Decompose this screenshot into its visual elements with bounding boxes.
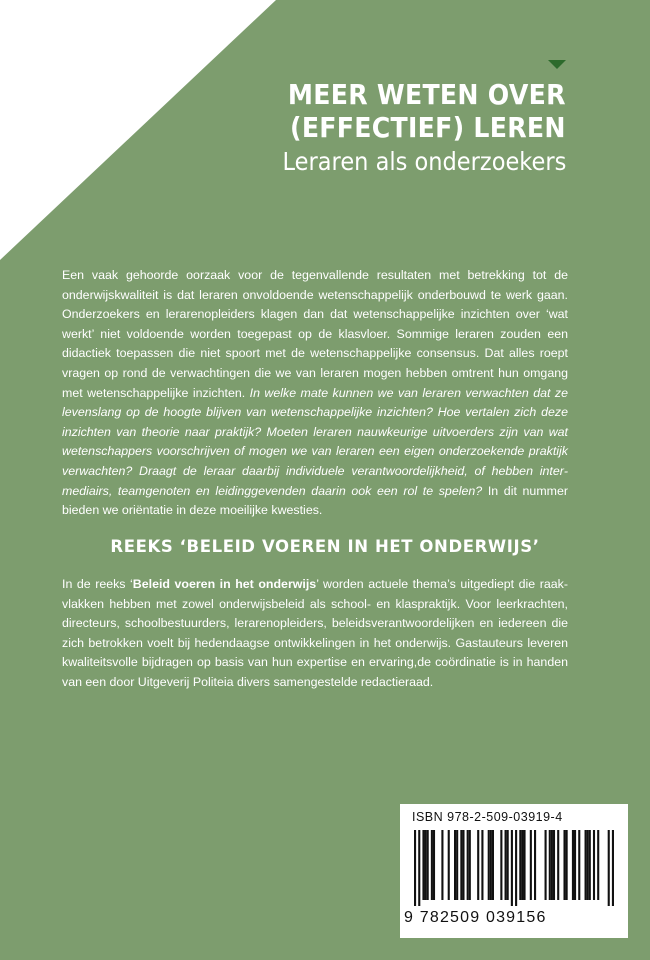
barcode-bar — [585, 830, 587, 900]
barcode-bar — [557, 830, 559, 900]
barcode-bar — [490, 830, 492, 900]
isbn-label: ISBN 978-2-509-03919-4 — [412, 810, 563, 824]
intro-paragraph — [62, 266, 568, 521]
series-heading: REEKS ‘BELEID VOEREN IN HET ONDERWIJS’ — [110, 537, 540, 556]
barcode-bar — [549, 830, 551, 900]
barcode-bar — [414, 830, 416, 906]
cover-subtitle: Leraren als onderzoekers — [282, 147, 566, 176]
barcode-bar — [418, 830, 420, 906]
triangle-marker-icon — [548, 60, 566, 69]
barcode-bar — [589, 830, 591, 900]
barcode-bar — [477, 830, 479, 900]
barcode-bar — [425, 830, 427, 900]
intro-text-1: Een vaak gehoorde oorzaak voor de tegenvallende resultaten met betrekking tot de onderwijskwaliteit is dat leraren onvoldoende wetenschappelijk onderbouwd te werk gaan. Onderzoekers en lerarenopleiders klagen dan dat wetenschappelijke inzichten over ‘wat werkt’ niet voldoende worden toegepast op de klasvloer. Sommige leraren zouden een didactiek toepassen die niet spoort met de wetenschappelijke consensus. Dat alles roept vragen op rond de verwachtingen die we van leraren mogen hebben omtrent hun omgang met wetenschappelijke inzichten. — [62, 268, 568, 400]
barcode-bar — [456, 830, 458, 900]
cover-title — [288, 78, 566, 144]
barcode-bar — [460, 830, 462, 900]
barcode-bar — [578, 830, 580, 900]
barcode-bar — [467, 830, 469, 900]
barcode-bar — [515, 830, 517, 906]
barcode-bar — [427, 830, 429, 900]
barcode-bar — [574, 830, 576, 900]
barcode-bar — [612, 830, 614, 906]
barcode-bar — [551, 830, 553, 900]
series-paragraph — [62, 575, 568, 693]
series-text-before: In de reeks ‘ — [62, 577, 133, 591]
barcode-bar — [587, 830, 589, 900]
barcode-bar — [492, 830, 494, 900]
barcode-bar — [566, 830, 568, 900]
barcode-bar — [422, 830, 424, 900]
barcode-bar — [469, 830, 471, 900]
barcode-bar — [534, 830, 536, 900]
barcode-bar — [441, 830, 443, 900]
cover-title-line-2: (EFFECTIEF) LEREN — [290, 111, 566, 144]
cover-title-line-1: MEER WETEN OVER — [288, 78, 566, 111]
barcode-bar — [500, 830, 502, 900]
barcode-bar — [523, 830, 525, 900]
barcode-digits: 9 782509 039156 — [404, 909, 547, 926]
barcode-box — [400, 804, 628, 938]
barcode-bar — [481, 830, 483, 900]
barcode-bar — [511, 830, 513, 906]
intro-italic-questions: In welke mate kunnen we van leraren verwachten dat ze levenslang op de hoogte blijven van wetenschappelijke inzichten? Hoe vertalen zich deze inzichten van theorie naar praktijk? Moeten leraren nauwkeurige uitvoerders zijn van wat wetenschappers voorschrijven of mogen we van leraren een eigen onderzoekende praktijk verwachten? Draagt de leraar daarbij individuele verantwoordelijkheid, of hebben intermediairs, teamgenoten en leidinggevenden daarin ook een rol te spelen? — [62, 385, 568, 498]
barcode-bar — [448, 830, 450, 900]
barcode-bar — [488, 830, 490, 900]
intro-text-2: In dit nummer bieden we oriëntatie in deze moeilijke kwesties. — [62, 483, 568, 518]
barcode-bar — [553, 830, 555, 900]
series-text-after: ’ worden actuele thema’s uitgediept die raakvlakken hebben met zowel onderwijsbeleid als school- en klaspraktijk. Voor leerkrachten, directeurs, schoolbestuurders, lerarenopleiders, beleidsverantwoordelijken en iedereen die zich betrokken voelt bij hedendaagse ontwikkelingen in het onderwijs. Gastauteurs leveren kwaliteitsvolle bijdragen op basis van hun expertise en ervaring,de coördinatie is in handen van een door Uitgeverij Politeia divers samengestelde redactieraad. — [62, 577, 568, 689]
white-corner-triangle — [0, 0, 276, 260]
barcode-bar — [530, 830, 532, 900]
barcode-bar — [507, 830, 509, 900]
barcode-bar — [593, 830, 595, 900]
barcode-bar — [608, 830, 610, 906]
barcode-bar — [433, 830, 435, 900]
barcode-bars — [414, 830, 614, 906]
barcode-bar — [521, 830, 523, 900]
barcode-bar — [519, 830, 521, 900]
series-name-bold: Beleid voeren in het onderwijs — [132, 577, 317, 591]
barcode-bar — [431, 830, 433, 900]
barcode-bar — [505, 830, 507, 900]
barcode-bar — [597, 830, 599, 900]
barcode-bar — [462, 830, 464, 900]
barcode-bar — [563, 830, 565, 900]
barcode-bar — [572, 830, 574, 900]
barcode-bar — [454, 830, 456, 900]
barcode-bar — [545, 830, 547, 900]
